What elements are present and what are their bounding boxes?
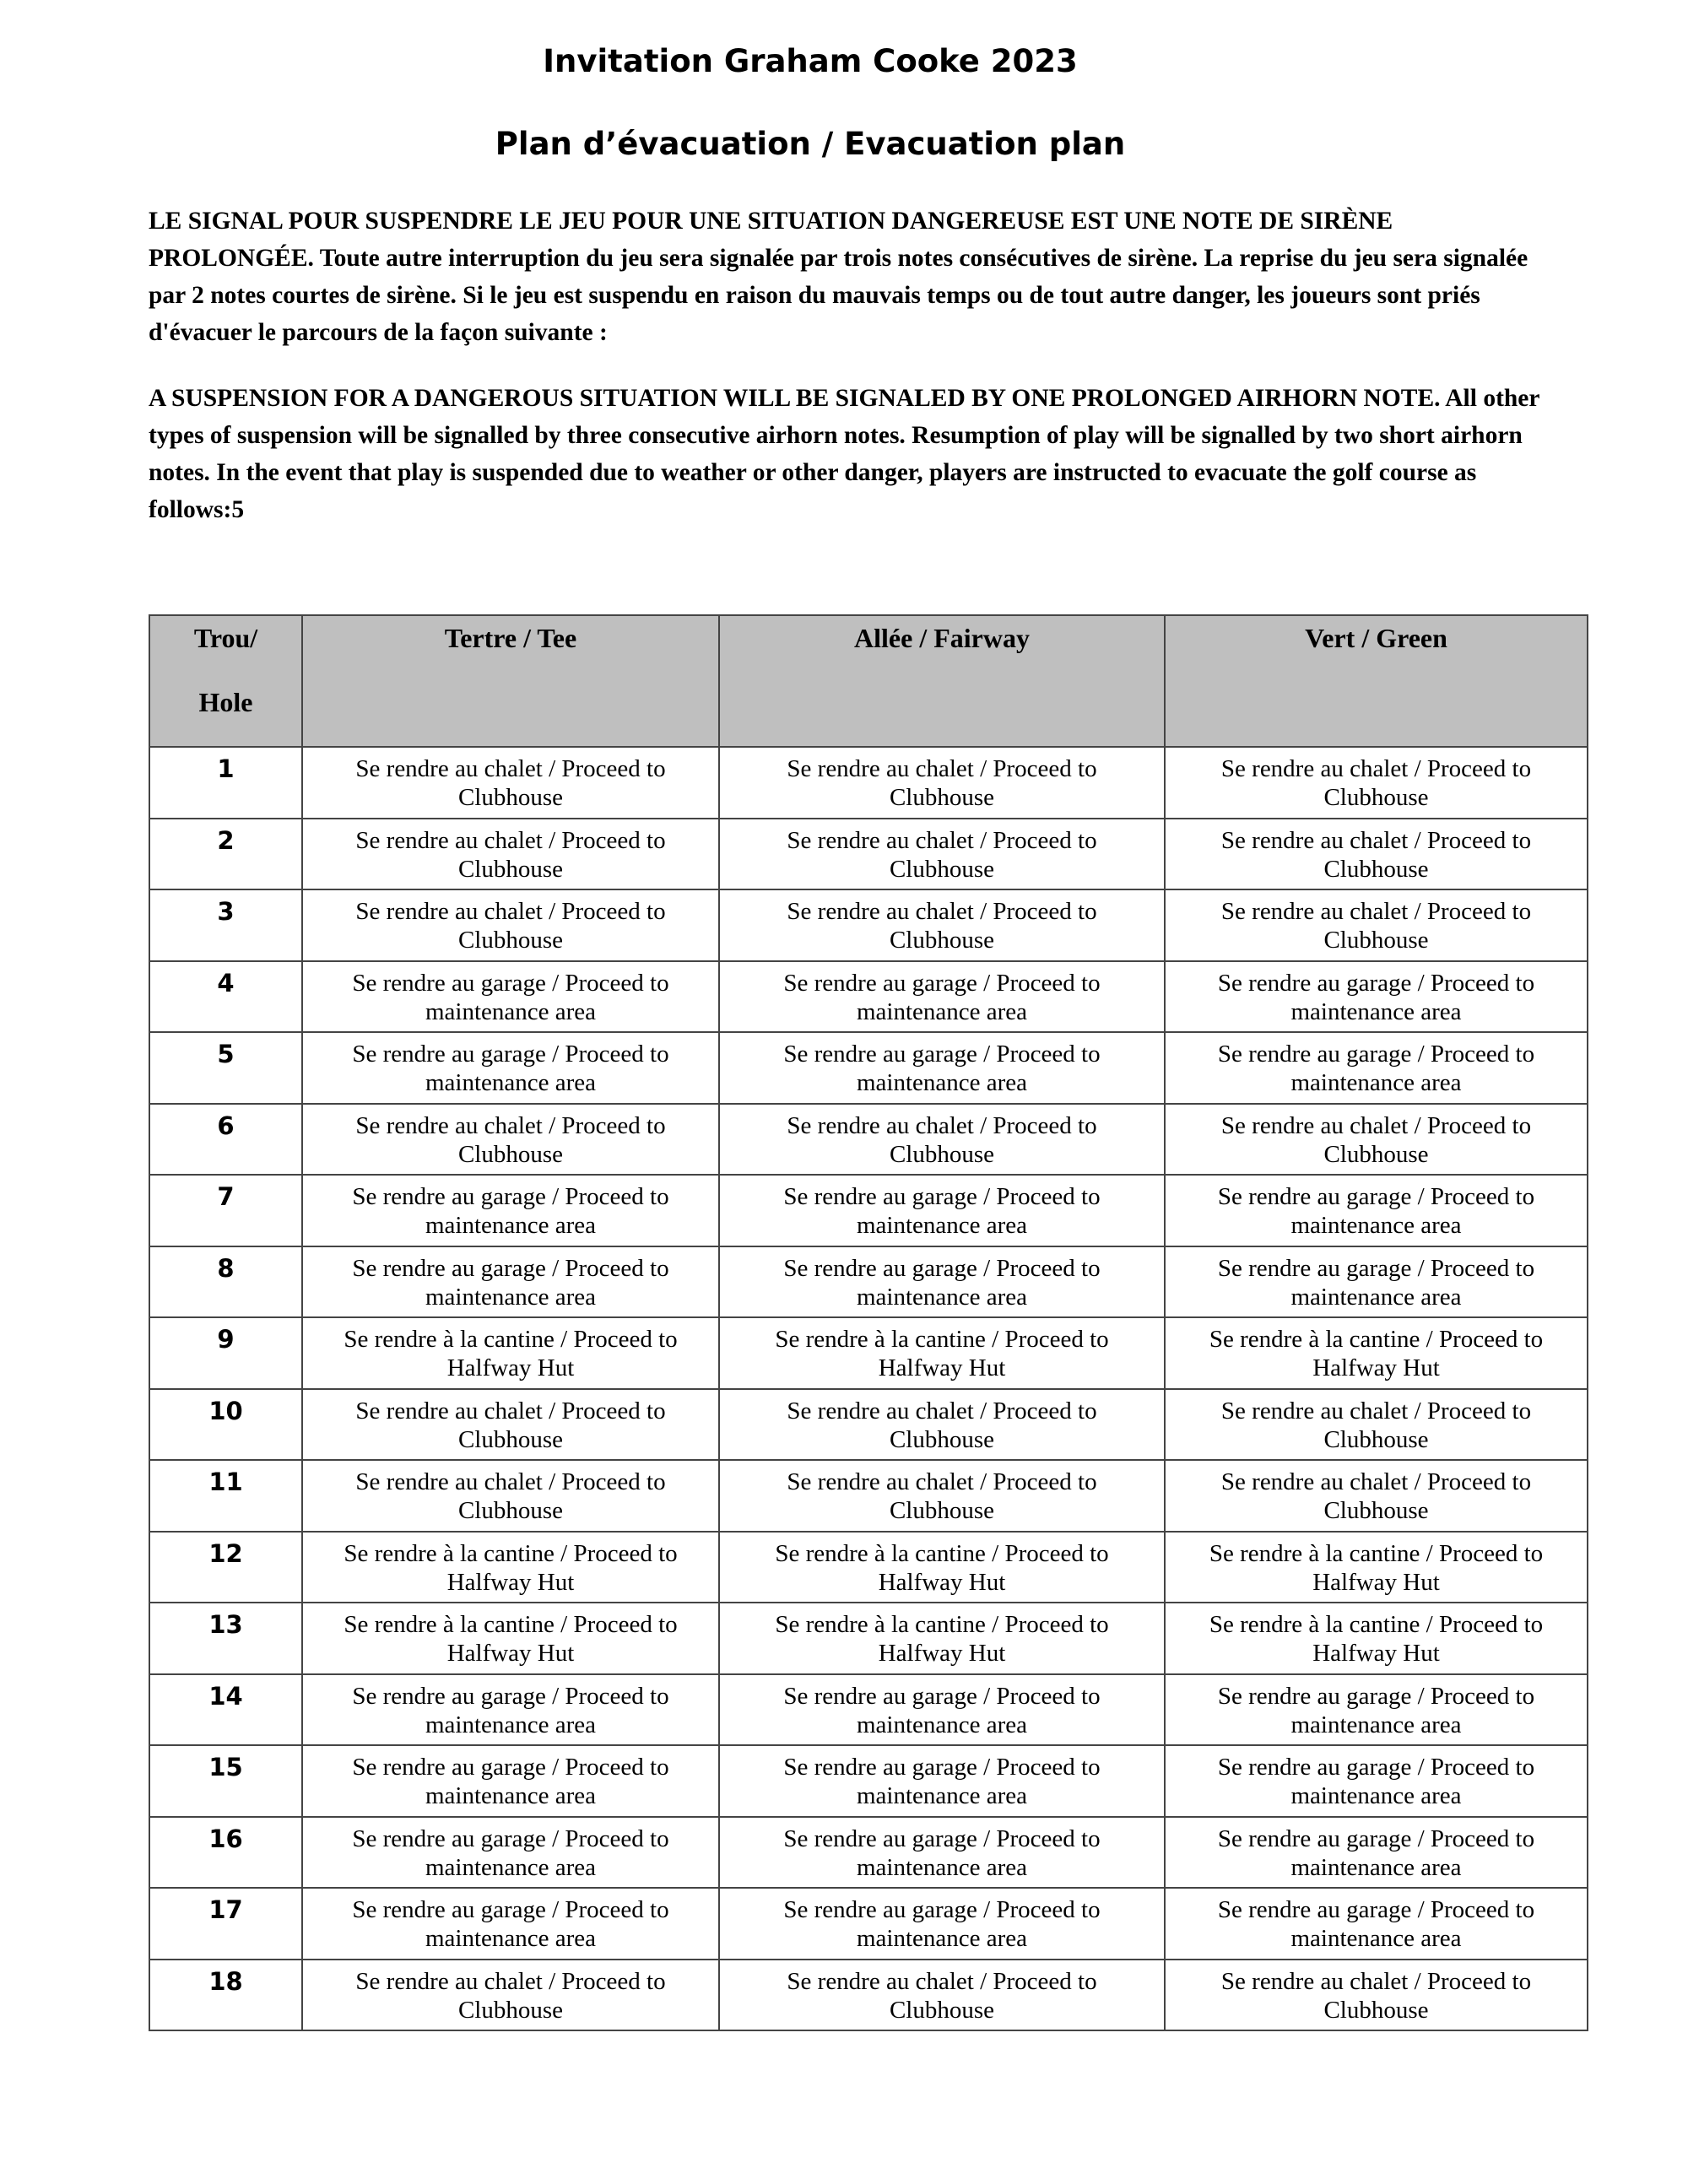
tee-instruction: Se rendre au chalet / Proceed to Clubhouse (355, 898, 666, 954)
tee-instruction-cell (302, 1104, 719, 1176)
paragraph-french: LE SIGNAL POUR SUSPENDRE LE JEU POUR UNE SITUATION DANGEREUSE EST UNE NOTE DE SIRÈNE PROLONGÉE. Toute autre interruption du jeu sera signalée par trois notes consécutives de sirène. La reprise du jeu sera signalée par 2 notes courtes de sirène. Si le jeu est suspendu en raison du mauvais temps ou de tout autre danger, les joueurs sont priés d'évacuer le parcours de la façon suivante : (149, 208, 1528, 346)
hole-number: 14 (149, 1674, 302, 1746)
tee-instruction-cell (302, 1032, 719, 1104)
tee-instruction: Se rendre au garage / Proceed to maintenance area (352, 1183, 669, 1239)
fairway-instruction-cell (719, 1674, 1165, 1746)
table-row (149, 819, 1588, 890)
hole-number: 9 (149, 1317, 302, 1389)
table-row (149, 1460, 1588, 1532)
fairway-instruction-cell (719, 1745, 1165, 1817)
header-tee (302, 615, 719, 747)
hole-number: 3 (149, 889, 302, 961)
fairway-instruction: Se rendre au garage / Proceed to maintenance area (783, 1041, 1101, 1096)
fairway-instruction: Se rendre au chalet / Proceed to Clubhouse (787, 1468, 1097, 1524)
paragraph-english: A SUSPENSION FOR A DANGEROUS SITUATION WILL BE SIGNALED BY ONE PROLONGED AIRHORN NOTE. All other types of suspension will be signalled by three consecutive airhorn notes. Resumption of play will be signalled by two short airhorn notes. In the event that play is suspended due to weather or other danger, players are instructed to evacuate the golf course as follows:5 (149, 385, 1539, 523)
green-instruction-cell (1165, 1389, 1588, 1461)
hole-number: 7 (149, 1175, 302, 1246)
green-instruction: Se rendre au garage / Proceed to maintenance area (1217, 1682, 1535, 1738)
table-row (149, 1745, 1588, 1817)
green-instruction-cell (1165, 1175, 1588, 1246)
table-row (149, 889, 1588, 961)
fairway-instruction-cell (719, 1960, 1165, 2031)
green-instruction-cell (1165, 747, 1588, 819)
fairway-instruction: Se rendre au garage / Proceed to maintenance area (783, 1754, 1101, 1809)
green-instruction: Se rendre à la cantine / Proceed to Halfway Hut (1209, 1611, 1544, 1667)
hole-number: 2 (149, 819, 302, 890)
green-instruction: Se rendre à la cantine / Proceed to Halfway Hut (1209, 1326, 1544, 1381)
green-instruction: Se rendre au chalet / Proceed to Clubhouse (1220, 1468, 1532, 1524)
tee-instruction-cell (302, 1674, 719, 1746)
fairway-instruction: Se rendre au garage / Proceed to maintenance area (783, 1682, 1101, 1738)
table-row (149, 1032, 1588, 1104)
green-instruction-cell (1165, 819, 1588, 890)
fairway-instruction: Se rendre au chalet / Proceed to Clubhouse (787, 898, 1097, 954)
fairway-instruction-cell (719, 1104, 1165, 1176)
green-instruction: Se rendre au garage / Proceed to maintenance area (1217, 1896, 1535, 1952)
hole-number: 8 (149, 1246, 302, 1318)
tee-instruction: Se rendre au chalet / Proceed to Clubhouse (355, 826, 666, 883)
table-row (149, 1603, 1588, 1674)
green-instruction-cell (1165, 1745, 1588, 1817)
fairway-instruction-cell (719, 889, 1165, 961)
green-instruction: Se rendre au garage / Proceed to maintenance area (1217, 1183, 1535, 1239)
header-green-label: Vert / Green (1305, 623, 1447, 653)
green-instruction: Se rendre au garage / Proceed to maintenance area (1217, 969, 1535, 1025)
header-hole (149, 615, 302, 747)
table-row (149, 1817, 1588, 1889)
fairway-instruction: Se rendre au garage / Proceed to maintenance area (783, 1896, 1101, 1952)
tee-instruction-cell (302, 889, 719, 961)
green-instruction: Se rendre au chalet / Proceed to Clubhouse (1220, 755, 1532, 811)
fairway-instruction: Se rendre à la cantine / Proceed to Halfway Hut (775, 1326, 1109, 1381)
fairway-instruction-cell (719, 1888, 1165, 1960)
fairway-instruction-cell (719, 1246, 1165, 1318)
header-tee-label: Tertre / Tee (444, 623, 577, 653)
tee-instruction: Se rendre au garage / Proceed to maintenance area (352, 1896, 669, 1952)
green-instruction-cell (1165, 1460, 1588, 1532)
fairway-instruction-cell (719, 1460, 1165, 1532)
header-green (1165, 615, 1588, 747)
tee-instruction: Se rendre au garage / Proceed to maintenance area (352, 1682, 669, 1738)
tee-instruction-cell (302, 1817, 719, 1889)
hole-number: 10 (149, 1389, 302, 1461)
tee-instruction-cell (302, 1317, 719, 1389)
green-instruction-cell (1165, 961, 1588, 1033)
tee-instruction-cell (302, 1888, 719, 1960)
green-instruction: Se rendre au garage / Proceed to maintenance area (1217, 1825, 1535, 1881)
table-row (149, 1674, 1588, 1746)
document-subtitle: Plan d’évacuation / Evacuation plan (495, 126, 1126, 162)
tee-instruction: Se rendre au garage / Proceed to maintenance area (352, 1041, 669, 1096)
hole-number: 17 (149, 1888, 302, 1960)
green-instruction-cell (1165, 1960, 1588, 2031)
tee-instruction-cell (302, 1745, 719, 1817)
table-header-row (149, 615, 1588, 747)
table-row (149, 1960, 1588, 2031)
green-instruction-cell (1165, 1032, 1588, 1104)
hole-number: 11 (149, 1460, 302, 1532)
table-row (149, 1317, 1588, 1389)
tee-instruction: Se rendre au garage / Proceed to maintenance area (352, 1254, 669, 1311)
fairway-instruction: Se rendre au chalet / Proceed to Clubhouse (787, 755, 1097, 811)
hole-number: 15 (149, 1745, 302, 1817)
fairway-instruction: Se rendre au garage / Proceed to maintenance area (783, 969, 1101, 1025)
green-instruction-cell (1165, 1817, 1588, 1889)
tee-instruction: Se rendre au garage / Proceed to maintenance area (352, 1825, 669, 1881)
table-row (149, 1532, 1588, 1603)
table-row (149, 747, 1588, 819)
green-instruction: Se rendre au chalet / Proceed to Clubhouse (1220, 1111, 1532, 1168)
fairway-instruction: Se rendre au chalet / Proceed to Clubhouse (787, 1111, 1097, 1168)
green-instruction-cell (1165, 1104, 1588, 1176)
table-row (149, 961, 1588, 1033)
table-row (149, 1888, 1588, 1960)
header-hole-line2: Hole (198, 687, 253, 717)
fairway-instruction-cell (719, 1032, 1165, 1104)
green-instruction: Se rendre à la cantine / Proceed to Halfway Hut (1209, 1539, 1544, 1596)
green-instruction-cell (1165, 1674, 1588, 1746)
fairway-instruction-cell (719, 1389, 1165, 1461)
green-instruction-cell (1165, 1246, 1588, 1318)
fairway-instruction-cell (719, 1532, 1165, 1603)
tee-instruction-cell (302, 1960, 719, 2031)
green-instruction: Se rendre au chalet / Proceed to Clubhouse (1220, 898, 1532, 954)
fairway-instruction-cell (719, 1817, 1165, 1889)
hole-number: 13 (149, 1603, 302, 1674)
tee-instruction-cell (302, 961, 719, 1033)
tee-instruction-cell (302, 819, 719, 890)
fairway-instruction: Se rendre au garage / Proceed to maintenance area (783, 1825, 1101, 1881)
fairway-instruction: Se rendre à la cantine / Proceed to Halfway Hut (775, 1611, 1109, 1667)
fairway-instruction: Se rendre au chalet / Proceed to Clubhouse (787, 1397, 1097, 1453)
tee-instruction-cell (302, 1603, 719, 1674)
header-fairway-label: Allée / Fairway (854, 623, 1030, 653)
fairway-instruction-cell (719, 1317, 1165, 1389)
hole-number: 16 (149, 1817, 302, 1889)
tee-instruction: Se rendre au chalet / Proceed to Clubhouse (355, 1397, 666, 1453)
tee-instruction-cell (302, 1246, 719, 1318)
tee-instruction-cell (302, 1175, 719, 1246)
green-instruction-cell (1165, 1888, 1588, 1960)
green-instruction-cell (1165, 1317, 1588, 1389)
hole-number: 6 (149, 1104, 302, 1176)
header-hole-line1: Trou/ (193, 623, 258, 653)
tee-instruction: Se rendre au chalet / Proceed to Clubhouse (355, 1468, 666, 1524)
header-fairway (719, 615, 1165, 747)
green-instruction-cell (1165, 1532, 1588, 1603)
tee-instruction-cell (302, 1460, 719, 1532)
table-row (149, 1389, 1588, 1461)
green-instruction: Se rendre au garage / Proceed to maintenance area (1217, 1254, 1535, 1311)
tee-instruction-cell (302, 1532, 719, 1603)
tee-instruction: Se rendre au garage / Proceed to maintenance area (352, 969, 669, 1025)
evacuation-table (149, 614, 1588, 2031)
fairway-instruction: Se rendre au garage / Proceed to maintenance area (783, 1183, 1101, 1239)
fairway-instruction: Se rendre à la cantine / Proceed to Halfway Hut (775, 1539, 1109, 1596)
tee-instruction: Se rendre au chalet / Proceed to Clubhouse (355, 1111, 666, 1168)
green-instruction: Se rendre au chalet / Proceed to Clubhouse (1220, 1967, 1532, 2024)
fairway-instruction-cell (719, 1175, 1165, 1246)
fairway-instruction: Se rendre au chalet / Proceed to Clubhouse (787, 1967, 1097, 2024)
table-row (149, 1175, 1588, 1246)
tee-instruction: Se rendre au chalet / Proceed to Clubhouse (355, 1967, 666, 2024)
fairway-instruction-cell (719, 1603, 1165, 1674)
tee-instruction: Se rendre au garage / Proceed to maintenance area (352, 1754, 669, 1809)
fairway-instruction: Se rendre au garage / Proceed to maintenance area (783, 1254, 1101, 1311)
table-row (149, 1104, 1588, 1176)
tee-instruction: Se rendre à la cantine / Proceed to Halfway Hut (344, 1326, 678, 1381)
table-row (149, 1246, 1588, 1318)
hole-number: 4 (149, 961, 302, 1033)
hole-number: 18 (149, 1960, 302, 2031)
green-instruction-cell (1165, 889, 1588, 961)
fairway-instruction-cell (719, 819, 1165, 890)
green-instruction: Se rendre au garage / Proceed to maintenance area (1217, 1041, 1535, 1096)
green-instruction-cell (1165, 1603, 1588, 1674)
fairway-instruction-cell (719, 747, 1165, 819)
tee-instruction: Se rendre au chalet / Proceed to Clubhouse (355, 755, 666, 811)
fairway-instruction-cell (719, 961, 1165, 1033)
green-instruction: Se rendre au chalet / Proceed to Clubhouse (1220, 826, 1532, 883)
hole-number: 5 (149, 1032, 302, 1104)
tee-instruction-cell (302, 1389, 719, 1461)
table-body (149, 747, 1588, 2030)
green-instruction: Se rendre au chalet / Proceed to Clubhouse (1220, 1397, 1532, 1453)
tee-instruction-cell (302, 747, 719, 819)
hole-number: 12 (149, 1532, 302, 1603)
fairway-instruction: Se rendre au chalet / Proceed to Clubhouse (787, 826, 1097, 883)
green-instruction: Se rendre au garage / Proceed to maintenance area (1217, 1754, 1535, 1809)
hole-number: 1 (149, 747, 302, 819)
document-title: Invitation Graham Cooke 2023 (543, 43, 1078, 79)
tee-instruction: Se rendre à la cantine / Proceed to Halfway Hut (344, 1539, 678, 1596)
tee-instruction: Se rendre à la cantine / Proceed to Halfway Hut (344, 1611, 678, 1667)
